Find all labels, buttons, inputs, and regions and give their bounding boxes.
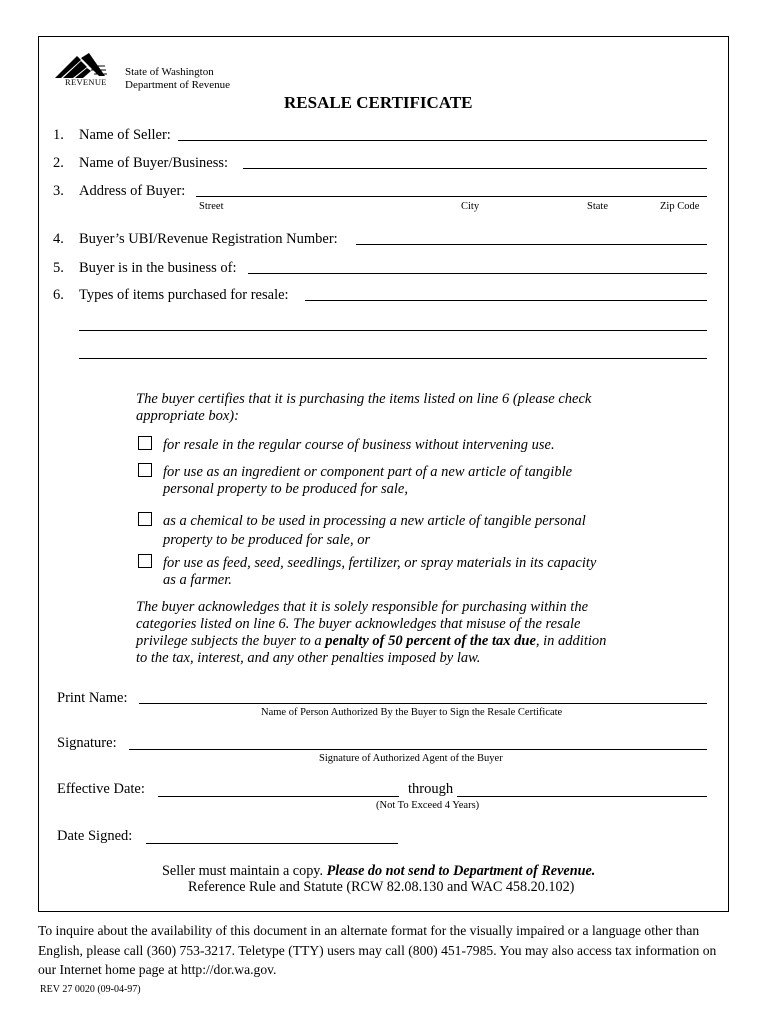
field-ubi-number: 4. [53, 231, 64, 247]
option-farmer-line-1: for use as feed, seed, seedlings, fertilizer, or spray materials in its capacity [163, 555, 597, 571]
buyer-name-input[interactable] [243, 168, 707, 169]
option-ingredient-line-1: for use as an ingredient or component part of a new article of tangible [163, 464, 573, 480]
field-business-number: 5. [53, 260, 64, 276]
agency-department: Department of Revenue [125, 79, 231, 91]
address-state-caption: State [587, 201, 608, 212]
page-title: RESALE CERTIFICATE [284, 93, 473, 112]
acknowledge-line-3-pre: privilege subjects the buyer to a [136, 633, 326, 649]
notice-line-2: Reference Rule and Statute (RCW 82.08.130 and WAC 458.20.102) [188, 879, 575, 895]
option-farmer-line-2: as a farmer. [163, 572, 232, 588]
checkbox-ingredient[interactable] [138, 463, 152, 477]
option-ingredient-line-2: personal property to be produced for sale, [163, 481, 408, 497]
signature-caption: Signature of Authorized Agent of the Buyer [319, 753, 503, 764]
print-name-input[interactable] [139, 703, 707, 704]
print-name-caption: Name of Person Authorized By the Buyer to Sign the Resale Certificate [261, 707, 563, 718]
effective-date-from-input[interactable] [158, 796, 399, 797]
field-items-number: 6. [53, 287, 64, 303]
seller-name-input[interactable] [178, 140, 707, 141]
revenue-logo [53, 52, 109, 88]
notice-line-1 [162, 863, 595, 880]
checkbox-resale[interactable] [138, 436, 152, 450]
notice-do-not-send: Please do not send to Department of Revenue. [326, 863, 596, 879]
effective-date-to-input[interactable] [457, 796, 707, 797]
signature-label: Signature: [57, 735, 117, 751]
acknowledge-line-2: categories listed on line 6. The buyer acknowledges that misuse of the resale [136, 616, 581, 632]
items-type-input[interactable] [305, 300, 707, 301]
checkbox-farmer[interactable] [138, 554, 152, 568]
through-label: through [408, 781, 454, 797]
notice-maintain-copy: Seller must maintain a copy. [162, 863, 327, 879]
field-address-number: 3. [53, 183, 64, 199]
buyer-address-input[interactable] [196, 196, 707, 197]
field-business-label: Buyer is in the business of: [79, 260, 237, 276]
option-chemical-line-2: property to be produced for sale, or [163, 532, 371, 548]
items-type-input-line-3[interactable] [79, 358, 707, 359]
field-buyer-label: Name of Buyer/Business: [79, 155, 229, 171]
items-type-input-line-2[interactable] [79, 330, 707, 331]
option-resale-text: for resale in the regular course of business without intervening use. [163, 437, 555, 453]
acknowledge-line-1: The buyer acknowledges that it is solely responsible for purchasing within the [136, 599, 589, 615]
checkbox-chemical[interactable] [138, 512, 152, 526]
effective-date-label: Effective Date: [57, 781, 145, 797]
address-zip-caption: Zip Code [660, 201, 700, 212]
signature-input[interactable] [129, 749, 707, 750]
form-code: REV 27 0020 (09-04-97) [40, 984, 141, 995]
not-exceed-caption: (Not To Exceed 4 Years) [376, 800, 480, 811]
field-buyer-number: 2. [53, 155, 64, 171]
certify-intro-line-1: The buyer certifies that it is purchasing the items listed on line 6 (please check [136, 391, 592, 407]
agency-state: State of Washington [125, 66, 214, 78]
field-seller-number: 1. [53, 127, 64, 143]
certify-intro-line-2: appropriate box): [136, 408, 239, 424]
business-type-input[interactable] [248, 273, 707, 274]
ubi-number-input[interactable] [356, 244, 707, 245]
date-signed-label: Date Signed: [57, 828, 133, 844]
field-seller-label: Name of Seller: [79, 127, 171, 143]
field-ubi-label: Buyer’s UBI/Revenue Registration Number: [79, 231, 338, 247]
date-signed-input[interactable] [146, 843, 398, 844]
acknowledge-line-4: to the tax, interest, and any other penalties imposed by law. [136, 650, 481, 666]
acknowledge-line-3 [136, 633, 606, 650]
print-name-label: Print Name: [57, 690, 128, 706]
field-items-label: Types of items purchased for resale: [79, 287, 289, 303]
field-address-label: Address of Buyer: [79, 183, 186, 199]
address-street-caption: Street [199, 201, 224, 212]
logo-text: REVENUE [65, 77, 107, 87]
address-city-caption: City [461, 201, 480, 212]
footer-accessibility-text: To inquire about the availability of this document in an alternate format for the visually impaired or a language other than English, please call (360) 753-3217. Teletype (TTY) users may call (800) 451-7985. You may also access tax information on our Internet home page at http://dor.wa.gov. [38, 923, 717, 977]
option-chemical-line-1: as a chemical to be used in processing a new article of tangible personal [163, 513, 586, 529]
acknowledge-line-3-post: , in addition [535, 633, 607, 649]
penalty-emphasis: penalty of 50 percent of the tax due [325, 633, 536, 649]
